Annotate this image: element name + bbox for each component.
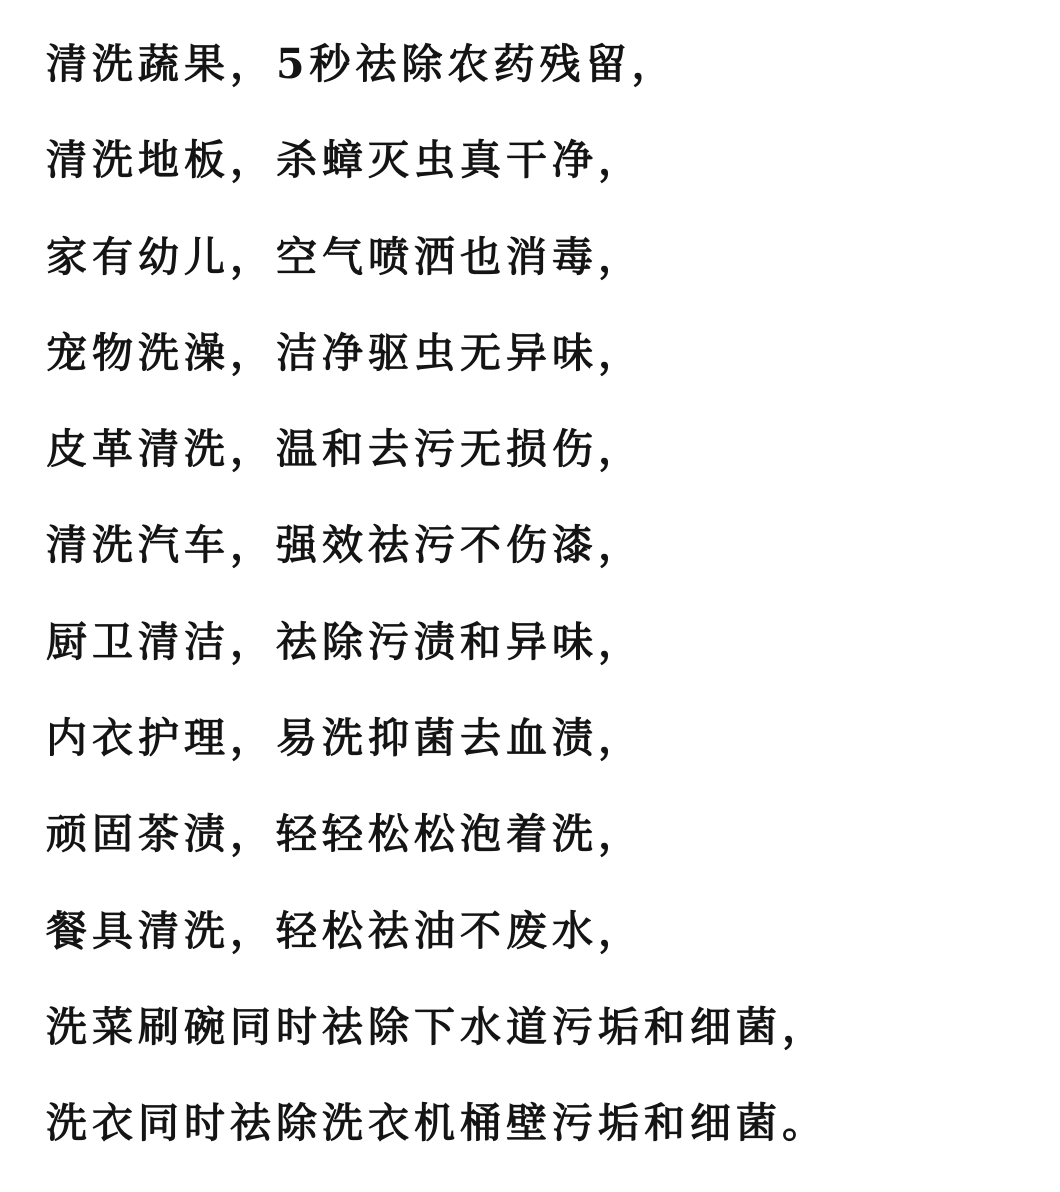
text-line-6: 清洗汽车，强效祛污不伤漆， — [46, 521, 644, 570]
text-line-5: 皮革清洗，温和去污无损伤， — [46, 425, 644, 474]
text-line-7: 厨卫清洁，祛除污渍和异味， — [46, 617, 644, 666]
text-line-3: 家有幼儿，空气喷洒也消毒， — [46, 232, 644, 281]
text-line-2: 清洗地板，杀蟑灭虫真干净， — [46, 136, 644, 185]
text-line-11: 洗菜刷碗同时祛除下水道污垢和细菌， — [46, 1002, 828, 1051]
text-line-12: 洗衣同时祛除洗衣机桶壁污垢和细菌。 — [46, 1099, 828, 1148]
text-block — [46, 28, 828, 1184]
text-line-10: 餐具清洗，轻松祛油不废水， — [46, 906, 644, 955]
text-line-9: 顽固茶渍，轻轻松松泡着洗， — [46, 810, 644, 859]
text-line-4: 宠物洗澡，洁净驱虫无异味， — [46, 328, 644, 377]
text-line-1: 清洗蔬果，5秒祛除农药残留， — [46, 40, 678, 88]
text-line-8: 内衣护理，易洗抑菌去血渍， — [46, 714, 644, 763]
